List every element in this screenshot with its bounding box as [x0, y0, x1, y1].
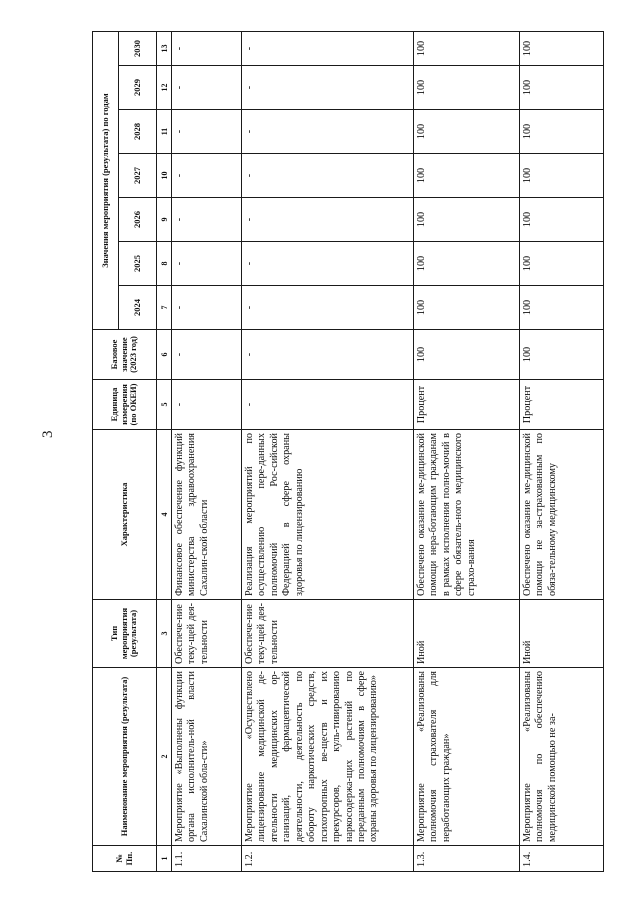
- column-number: 11: [157, 110, 172, 154]
- column-number: 1: [157, 846, 172, 872]
- activity-name: Мероприятие «Реализованы полномочия страхователя для неработающих граждан»: [414, 668, 520, 846]
- header-baseline: Базовое значение (2023 год): [93, 330, 157, 380]
- baseline-cell: -: [172, 330, 242, 380]
- header-year-2024: 2024: [119, 286, 157, 330]
- activity-name: Мероприятие «Выполнены функции органа исполнитель-ной власти Сахалинской обла-сти»: [172, 668, 242, 846]
- column-number: 12: [157, 66, 172, 110]
- activity-name: Мероприятие «Осуществлено лицензирование медицинской де-ятельности медицинских ор-ганизаций, фармацевтической деятельности, деятельность по обороту наркотических средств, психотропных ве-ществ и их прекурсоров, куль-тивированию наркосодержа-щих растений по переданным полномочиям в сфере охраны здоровья по лицензированию»: [242, 668, 414, 846]
- value-cell: 100: [520, 32, 604, 66]
- activity-type: Иной: [414, 600, 520, 668]
- header-year-2025: 2025: [119, 242, 157, 286]
- column-number: 10: [157, 154, 172, 198]
- header-year-2027: 2027: [119, 154, 157, 198]
- value-cell: -: [242, 66, 414, 110]
- value-cell: 100: [520, 110, 604, 154]
- row-number: 1.1.: [172, 846, 242, 872]
- column-number: 13: [157, 32, 172, 66]
- baseline-cell: 100: [414, 330, 520, 380]
- value-cell: 100: [520, 242, 604, 286]
- rotated-page-content: [92, 32, 604, 872]
- header-type: Тип мероприятия (результата): [93, 600, 157, 668]
- value-cell: 100: [520, 286, 604, 330]
- value-cell: -: [242, 154, 414, 198]
- header-unit: Единица измерения (по ОКЕИ): [93, 380, 157, 430]
- header-year-2030: 2030: [119, 32, 157, 66]
- value-cell: 100: [414, 242, 520, 286]
- baseline-cell: 100: [520, 330, 604, 380]
- header-values-group: Значения мероприятия (результата) по годам: [93, 32, 119, 330]
- value-cell: 100: [520, 66, 604, 110]
- page-number: 3: [40, 430, 56, 438]
- column-number: 4: [157, 430, 172, 600]
- table-row: [414, 32, 520, 872]
- header-year-2026: 2026: [119, 198, 157, 242]
- column-number: 5: [157, 380, 172, 430]
- value-cell: -: [172, 66, 242, 110]
- value-cell: 100: [520, 198, 604, 242]
- value-cell: -: [172, 32, 242, 66]
- value-cell: 100: [414, 154, 520, 198]
- header-num: № Пп.: [93, 846, 157, 872]
- value-cell: 100: [414, 32, 520, 66]
- baseline-cell: -: [242, 330, 414, 380]
- value-cell: -: [172, 198, 242, 242]
- header-year-2028: 2028: [119, 110, 157, 154]
- activity-characteristic: Обеспечено оказание ме-дицинской помощи не за-страхованным по обяза-тельному медицинскому: [520, 430, 604, 600]
- unit-cell: Процент: [520, 380, 604, 430]
- activity-type: Обеспече-ние теку-щей дея-тельности: [242, 600, 414, 668]
- activity-type: Иной: [520, 600, 604, 668]
- column-number: 6: [157, 330, 172, 380]
- table-row: [520, 32, 604, 872]
- value-cell: 100: [414, 198, 520, 242]
- value-cell: -: [242, 32, 414, 66]
- row-number: 1.2.: [242, 846, 414, 872]
- value-cell: 100: [520, 154, 604, 198]
- activity-type: Обеспече-ние теку-щей дея-тельности: [172, 600, 242, 668]
- value-cell: 100: [414, 286, 520, 330]
- column-number: 8: [157, 242, 172, 286]
- value-cell: -: [172, 154, 242, 198]
- row-number: 1.3.: [414, 846, 520, 872]
- unit-cell: -: [242, 380, 414, 430]
- column-number: 2: [157, 668, 172, 846]
- activity-name: Мероприятие «Реализованы полномочия по обеспечению медицинской помощью не за-: [520, 668, 604, 846]
- value-cell: -: [242, 110, 414, 154]
- column-number: 3: [157, 600, 172, 668]
- value-cell: 100: [414, 66, 520, 110]
- header-year-2029: 2029: [119, 66, 157, 110]
- unit-cell: Процент: [414, 380, 520, 430]
- row-number: 1.4.: [520, 846, 604, 872]
- activities-table: [92, 31, 604, 872]
- activity-characteristic: Финансовое обеспечение функций министерства здравоохранения Сахалин-ской области: [172, 430, 242, 600]
- value-cell: -: [172, 242, 242, 286]
- value-cell: -: [172, 286, 242, 330]
- value-cell: 100: [414, 110, 520, 154]
- header-name: Наименование мероприятия (результата): [93, 668, 157, 846]
- value-cell: -: [242, 198, 414, 242]
- value-cell: -: [242, 286, 414, 330]
- value-cell: -: [172, 110, 242, 154]
- activity-characteristic: Реализация мероприятий по осуществлению пере-данных полномочий Рос-сийской Федерацией в сфере охраны здоровья по лицензированию: [242, 430, 414, 600]
- table-row: [172, 32, 242, 872]
- column-number: 9: [157, 198, 172, 242]
- column-number: 7: [157, 286, 172, 330]
- unit-cell: -: [172, 380, 242, 430]
- table-row: [242, 32, 414, 872]
- activity-characteristic: Обеспечено оказание ме-дицинской помощи нера-ботающим гражданам в рамках исполнения полно-мочий в сфере обязатель-ного медицинского страхо-вания: [414, 430, 520, 600]
- header-characteristic: Характеристика: [93, 430, 157, 600]
- value-cell: -: [242, 242, 414, 286]
